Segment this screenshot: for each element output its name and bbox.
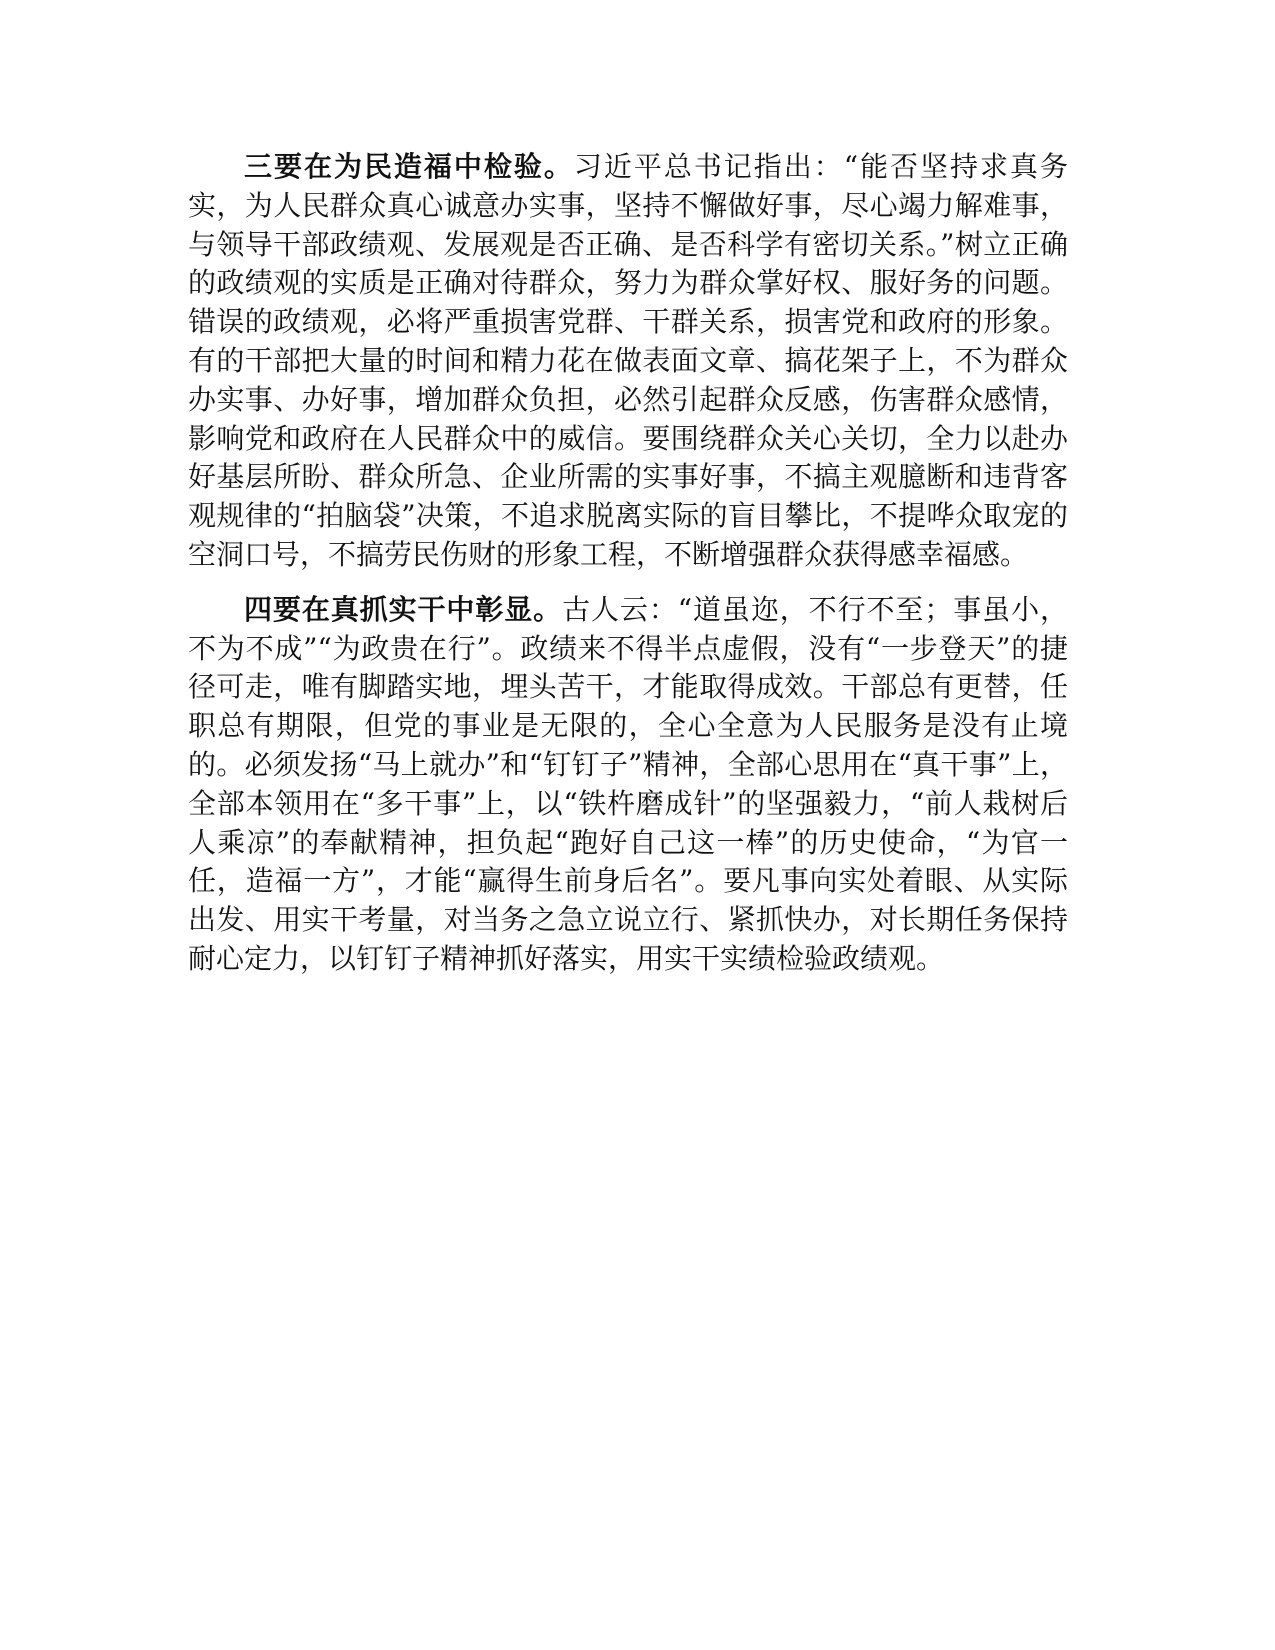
paragraph-four [188, 591, 1068, 979]
paragraph-three [188, 148, 1068, 575]
paragraph-four-heading: 四要在真抓实干中彰显。 [244, 592, 563, 626]
paragraph-three-heading: 三要在为民造福中检验。 [244, 150, 574, 183]
paragraph-four-text: 古人云：“道虽迩，不行不至；事虽小，不为不成”“为政贵在行”。政绩来不得半点虚假，没有“一步登天”的捷径可走，唯有脚踏实地，埋头苦干，才能取得成效。干部总有更替，任职总有期限，但党的事业是无限的，全心全意为人民服务是没有止境的。必须发扬“马上就办”和“钉钉子”精神，全部心思用在“真干事”上，全部本领用在“多干事”上，以“铁杵磨成针”的坚强毅力，“前人栽树后人乘凉”的奉献精神，担负起“跑好自己这一棒”的历史使命，“为官一任，造福一方”，才能“赢得生前身后名”。要凡事向实处着眼、从实际出发、用实干考量，对当务之急立说立行、紧抓快办，对长期任务保持耐心定力，以钉钉子精神抓好落实，用实干实绩检验政绩观。 [188, 592, 1068, 975]
document-body [188, 148, 1068, 979]
paragraph-three-text: 习近平总书记指出：“能否坚持求真务实，为人民群众真心诚意办实事，坚持不懈做好事，尽心竭力解难事，与领导干部政绩观、发展观是否正确、是否科学有密切关系。”树立正确的政绩观的实质是正确对待群众，努力为群众掌好权、服好务的问题。错误的政绩观，必将严重损害党群、干群关系，损害党和政府的形象。有的干部把大量的时间和精力花在做表面文章、搞花架子上，不为群众办实事、办好事，增加群众负担，必然引起群众反感，伤害群众感情，影响党和政府在人民群众中的威信。要围绕群众关心关切，全力以赴办好基层所盼、群众所急、企业所需的实事好事，不搞主观臆断和违背客观规律的“拍脑袋”决策，不追求脱离实际的盲目攀比，不提哗众取宠的空洞口号，不搞劳民伤财的形象工程，不断增强群众获得感幸福感。 [188, 150, 1068, 571]
